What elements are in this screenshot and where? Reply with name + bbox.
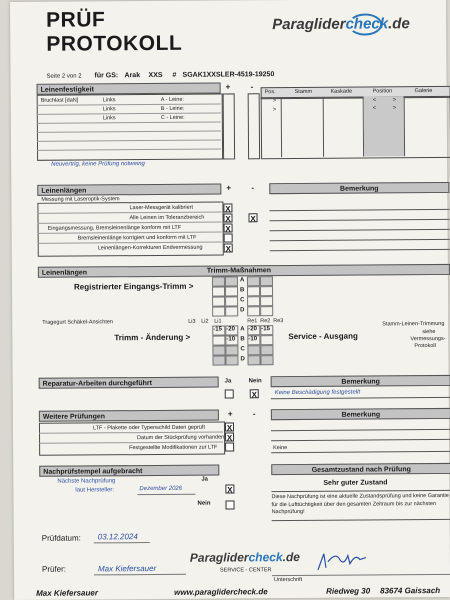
lf-minus-col [248, 93, 260, 159]
row-c-label: C - Leine: [160, 114, 185, 121]
col-li1: Li1 [214, 318, 222, 325]
nachpruef-ja-label: Ja [201, 476, 209, 483]
trimm-grid-1 [212, 276, 274, 316]
weitere-check-1[interactable]: X [226, 423, 233, 433]
arrow-1: > [272, 98, 277, 105]
ll-check-4[interactable] [224, 233, 233, 242]
pos-arrow-4: > [392, 105, 397, 112]
col-re3: Re3 [273, 318, 284, 325]
bemerkung-header-2: Bemerkung [271, 375, 450, 387]
gesamt-value: Sehr guter Zustand [323, 479, 388, 487]
section-gesamt-title: Gesamtzustand nach Prüfung [271, 463, 450, 475]
pruefdatum-value: 03.12.2024 [97, 532, 138, 542]
weitere-check-2[interactable]: X [226, 433, 233, 443]
pruefdatum-label: Prüfdatum: [41, 533, 81, 543]
signature-image [314, 547, 374, 573]
footer-street: Riedweg 30 [326, 586, 371, 596]
footer-name: Max Kiefersauer [36, 588, 98, 598]
registered-trimm-label: Registrierter Eingangs-Trimm > [73, 281, 194, 292]
service-ausgang-label: Service - Ausgang [288, 331, 358, 342]
weitere-item-1: LTF - Plakette oder Typenschild Daten geprüft [92, 424, 205, 432]
stamp-logo: Paraglidercheck.de [189, 549, 301, 565]
row-a-label: A - Leine: [160, 96, 184, 103]
ll-item-2: Alle Leinen im Toleranzbereich [129, 214, 205, 222]
laut-label: laut Hersteller: [75, 487, 115, 494]
brand-value: Arak [124, 72, 141, 80]
ll-check-2[interactable]: X [225, 214, 231, 224]
size-value: XXS [148, 71, 163, 80]
nachpruef-nein-check[interactable] [225, 500, 234, 509]
weitere-item-3: Festgestellte Modifikationen zur LTF [129, 444, 218, 452]
letter-d-2: D [240, 356, 245, 363]
page-info: Seite 2 von 2 [46, 73, 82, 80]
service-center-label: SERVICE - CENTER [219, 567, 272, 574]
section-nachpruef-title: Nachprüfstempel aufgebracht [39, 465, 219, 477]
letter-a-2: A [240, 326, 245, 333]
ll-item-4: Bremsleinenlänge korrigiert und konform mit LTF [77, 234, 197, 242]
row-a-side: Links [102, 97, 116, 104]
protokoll-label: Protokoll [414, 343, 436, 350]
protocol-sheet [10, 0, 450, 600]
col-li3: Li3 [188, 318, 196, 325]
section-weitere-title: Weitere Prüfungen [39, 410, 219, 422]
pos-arrow-3: < [372, 105, 377, 112]
arrow-2: > [272, 107, 277, 114]
letter-b: B [239, 287, 245, 294]
trimm-header: Trimm-Maßnahmen [206, 267, 272, 275]
footer-website[interactable]: www.paraglidercheck.de [174, 587, 268, 597]
brand-logo: Paraglidercheck.de [272, 15, 410, 34]
stamm-trimm-label: Stamm-Leinen-Trimmung [382, 320, 445, 328]
letter-a: A [239, 277, 245, 284]
tragegurt-label: Tragegurt Schäkel-Ansichten [42, 319, 113, 326]
plus-label-3: + [227, 409, 233, 419]
rep-note: Keine Beschädigung festgestellt [274, 389, 361, 397]
ll-minus-check[interactable]: X [250, 214, 256, 224]
minus-label-2: - [251, 183, 255, 193]
trim-val-re2-a: -15 [261, 326, 270, 333]
lf-note: Neuvertrig, keine Prüfung notweing [51, 161, 145, 168]
ll-check-3[interactable]: X [225, 224, 231, 234]
hash-label: # [172, 71, 177, 79]
footer-city: 83674 Gaissach [380, 586, 441, 596]
title-line-1: PRÜF [46, 8, 106, 32]
trim-val-li1-b: -10 [226, 336, 236, 343]
trim-val-li2-a: -15 [213, 326, 222, 333]
trimm-aenderung-label: Trimm - Änderung > [114, 332, 191, 343]
gesamt-text: Diese Nachprüfung ist eine aktuelle Zustandsprüfung und keine Garantie für die Lufttüchtigkeit über den gesamten Zeitraum bis zur nächsten Nachprüfung! [271, 492, 449, 516]
col-stamm: Stamm [294, 88, 313, 96]
bruchlast-label: Bruchlast [daN] [40, 97, 79, 104]
ll-check-1[interactable]: X [225, 204, 231, 214]
plus-label: + [225, 82, 231, 92]
logo-swoosh-icon [348, 13, 382, 35]
title-line-2: PROTOKOLL [46, 31, 183, 56]
col-re1: Re1 [247, 318, 258, 325]
trim-val-li1-a: -20 [226, 326, 235, 333]
minus-label-3: - [252, 409, 256, 419]
lf-plus-col [223, 93, 235, 159]
weitere-keine: Keine [273, 445, 288, 452]
letter-c-2: C [240, 346, 245, 353]
col-galerie: Galerie [414, 88, 433, 95]
section-reparatur-title: Reparatur-Arbeiten durchgeführt [39, 377, 219, 389]
position-shaded [364, 96, 404, 156]
pos-arrow-1: < [372, 97, 377, 104]
ll-item-5: Leinenlängen-Korrekturen Endvermessung [97, 244, 203, 252]
weitere-check-3[interactable] [225, 442, 234, 451]
rep-ja-check[interactable] [225, 389, 234, 398]
pruefer-value: Max Kiefersauer [97, 563, 157, 574]
section-trimm-title: Leinenlängen [38, 264, 450, 278]
bemerkung-header-1: Bemerkung [269, 182, 449, 194]
row-c-side: Links [102, 115, 116, 122]
gs-label: für GS: [94, 72, 119, 80]
serial-number: SGAK1XXSLER-4519-19250 [182, 71, 275, 79]
ll-item-1: Laser-Messgerät kalibriert [129, 204, 194, 212]
bemerkung-header-3: Bemerkung [271, 408, 450, 420]
rep-ja-label: Ja [224, 378, 232, 385]
siehe-label: siehe [422, 329, 436, 336]
trimm-grid-2 [212, 325, 274, 365]
plus-label-2: + [226, 183, 232, 193]
minus-label: - [250, 82, 254, 92]
row-b-label: B - Leine: [160, 105, 185, 112]
lf-right-grid [261, 96, 450, 159]
pruefer-label: Prüfer: [41, 564, 67, 574]
row-b-side: Links [102, 106, 116, 113]
trim-val-re1-b: -10 [248, 336, 258, 343]
vermessungs-label: Vermessungs- [410, 335, 446, 343]
col-pos: Pos. [264, 89, 276, 96]
letter-b-2: B [240, 336, 245, 343]
col-li2: Li2 [201, 318, 209, 325]
ll-item-3: Eingangsmessung, Bremsleinenlänge konform mit LTF [47, 224, 182, 232]
nachpruef-ja-check[interactable]: X [227, 485, 233, 495]
ll-check-5[interactable]: X [225, 244, 231, 254]
section-leinenfestigkeit-title: Leinenfestigkeit [37, 83, 221, 95]
col-re2: Re2 [260, 318, 271, 325]
letter-d: D [240, 307, 245, 314]
naechste-label: Nächste Nachprüfung [57, 478, 116, 485]
nachpruef-nein-label: Nein [197, 500, 211, 507]
letter-c: C [240, 297, 245, 304]
col-kaskade: Kaskade [330, 88, 353, 95]
pos-arrow-2: > [392, 97, 397, 104]
unterschrift-label: Unterschrift [274, 576, 303, 584]
naechste-date: Dezember 2026 [139, 485, 183, 493]
laser-subtitle: Messung mit Laseroptik-System [41, 196, 120, 203]
rep-nein-check[interactable]: X [251, 390, 257, 400]
weitere-item-2: Datum der Stückprüfung vorhanden [137, 434, 225, 442]
col-position: Position [372, 88, 393, 95]
rep-nein-label: Nein [248, 378, 262, 385]
trim-val-re1-a: -20 [248, 326, 257, 333]
section-leinenlaengen-title: Leinenlängen [37, 184, 221, 196]
